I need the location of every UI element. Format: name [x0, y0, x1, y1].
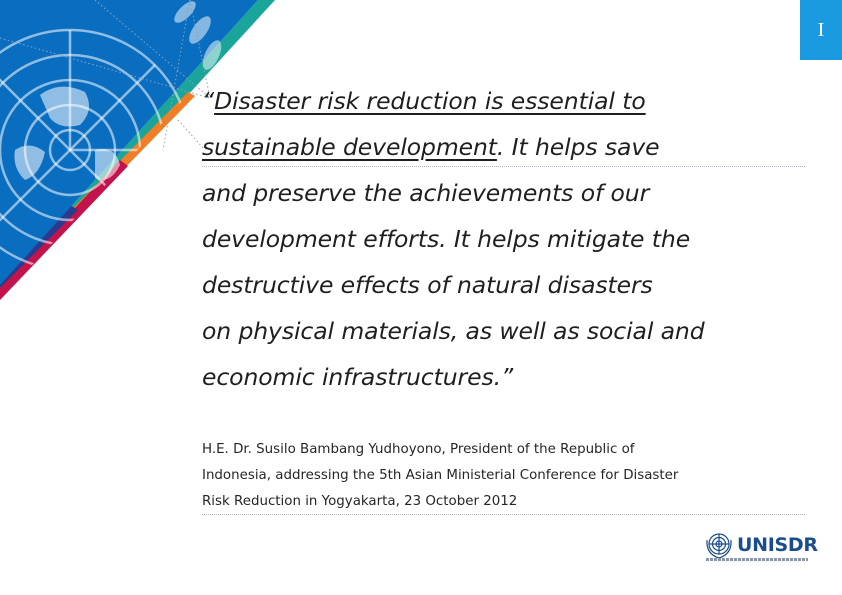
attribution: [202, 437, 802, 515]
quote-line-2: [202, 124, 802, 170]
divider-top: [202, 166, 805, 167]
attribution-line-1: H.E. Dr. Susilo Bambang Yudhoyono, President of the Republic of: [202, 442, 635, 457]
quote-line-2-underlined: sustainable development: [202, 133, 497, 161]
un-globe-icon: [704, 530, 734, 560]
attribution-line-2: Indonesia, addressing the 5th Asian Ministerial Conference for Disaster: [202, 468, 679, 483]
unisdr-logo: [704, 530, 818, 564]
divider-bottom: [202, 514, 805, 515]
page-number: I: [817, 18, 825, 41]
quote-line-1: [202, 78, 802, 124]
quote-line-3: and preserve the achievements of our: [202, 179, 650, 207]
quote-line-1-underlined: Disaster risk reduction is essential to: [214, 87, 646, 115]
logo-wordmark: UNISDR: [737, 534, 818, 556]
page-number-tab: [800, 0, 842, 60]
attribution-line-3: Risk Reduction in Yogyakarta, 23 October 2012: [202, 494, 518, 509]
quote-line-4: development efforts. It helps mitigate the: [202, 225, 691, 253]
quote-text: [202, 78, 802, 400]
quote-line-7: economic infrastructures.”: [202, 363, 514, 391]
quote-line-6: on physical materials, as well as social and: [202, 317, 705, 345]
quote-line-2-rest: . It helps save: [496, 133, 660, 161]
quote-line-5: destructive effects of natural disasters: [202, 271, 653, 299]
open-quote-mark: “: [202, 87, 215, 115]
logo-tagline: [706, 558, 808, 561]
